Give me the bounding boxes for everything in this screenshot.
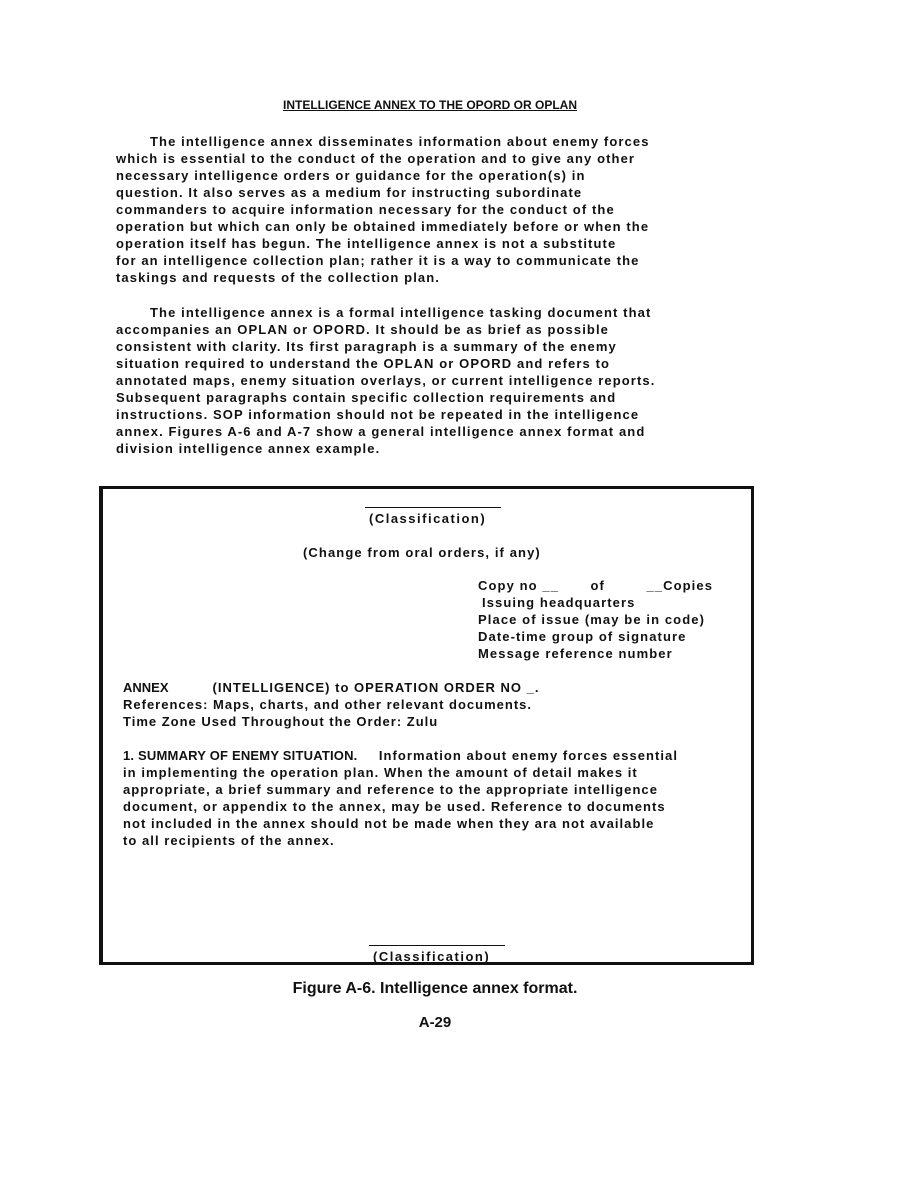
place-of-issue: Place of issue (may be in code): [478, 612, 705, 627]
paragraph-line: division intelligence annex example.: [116, 441, 381, 456]
change-note: (Change from oral orders, if any): [303, 545, 541, 560]
summary-line: appropriate, a brief summary and reference to the appropriate intelligence: [123, 782, 658, 797]
intro-paragraph-2: [116, 304, 746, 457]
time-zone-line: Time Zone Used Throughout the Order: Zulu: [123, 714, 439, 729]
paragraph-line: consistent with clarity. Its first paragraph is a summary of the enemy: [116, 339, 617, 354]
paragraph-line: operation itself has begun. The intelligence annex is not a substitute: [116, 236, 617, 251]
paragraph-line: situation required to understand the OPLAN or OPORD and refers to: [116, 356, 611, 371]
summary-line: document, or appendix to the annex, may be used. Reference to documents: [123, 799, 666, 814]
paragraph-line: annotated maps, enemy situation overlays, or current intelligence reports.: [116, 373, 656, 388]
annex-label: ANNEX: [123, 680, 169, 695]
date-time-group: Date-time group of signature: [478, 629, 687, 644]
paragraph-line: annex. Figures A-6 and A-7 show a general intelligence annex format and: [116, 424, 646, 439]
paragraph-line: The intelligence annex disseminates information about enemy forces: [150, 134, 650, 149]
references-line: References: Maps, charts, and other relevant documents.: [123, 697, 532, 712]
paragraph-line: for an intelligence collection plan; rather it is a way to communicate the: [116, 253, 640, 268]
summary-line: not included in the annex should not be made when they ara not available: [123, 816, 655, 831]
classification-top: (Classification): [369, 511, 487, 526]
annex-title: (INTELLIGENCE) to OPERATION ORDER NO _.: [212, 680, 540, 695]
paragraph-line: taskings and requests of the collection plan.: [116, 270, 440, 285]
summary-line: in implementing the operation plan. When the amount of detail makes it: [123, 765, 638, 780]
annex-heading-block: [123, 679, 539, 730]
header-block: [478, 577, 713, 662]
classification-bottom: (Classification): [373, 949, 491, 964]
figure-caption: Figure A-6. Intelligence annex format.: [292, 980, 578, 997]
classification-top-rule: [365, 507, 501, 508]
paragraph-line: which is essential to the conduct of the operation and to give any other: [116, 151, 636, 166]
classification-bottom-rule: [369, 945, 505, 946]
summary-heading: 1. SUMMARY OF ENEMY SITUATION.: [123, 748, 358, 763]
annex-format-figure: [99, 486, 754, 965]
summary-line: [123, 747, 753, 764]
paragraph-line: necessary intelligence orders or guidance for the operation(s) in: [116, 168, 586, 183]
page-title: INTELLIGENCE ANNEX TO THE OPORD OR OPLAN: [282, 98, 578, 112]
copy-of: of: [590, 578, 605, 593]
paragraph-line: operation but which can only be obtained immediately before or when the: [116, 219, 650, 234]
summary-text: Information about enemy forces essential: [378, 748, 679, 763]
copy-row: [478, 577, 713, 594]
paragraph-line: accompanies an OPLAN or OPORD. It should be as brief as possible: [116, 322, 610, 337]
page-number: A-29: [418, 1014, 452, 1031]
paragraph-line: The intelligence annex is a formal intelligence tasking document that: [150, 305, 652, 320]
message-reference: Message reference number: [478, 646, 673, 661]
issuing-headquarters: Issuing headquarters: [482, 595, 636, 610]
intro-paragraph-1: [116, 133, 746, 286]
paragraph-line: commanders to acquire information necessary for the conduct of the: [116, 202, 615, 217]
paragraph-line: question. It also serves as a medium for instructing subordinate: [116, 185, 583, 200]
annex-line: [123, 679, 539, 696]
summary-line: to all recipients of the annex.: [123, 833, 335, 848]
copy-no: Copy no __: [478, 578, 560, 593]
enemy-situation-summary: [123, 747, 753, 849]
paragraph-line: Subsequent paragraphs contain specific collection requirements and: [116, 390, 617, 405]
paragraph-line: instructions. SOP information should not be repeated in the intelligence: [116, 407, 640, 422]
copy-count: __Copies: [646, 578, 714, 593]
